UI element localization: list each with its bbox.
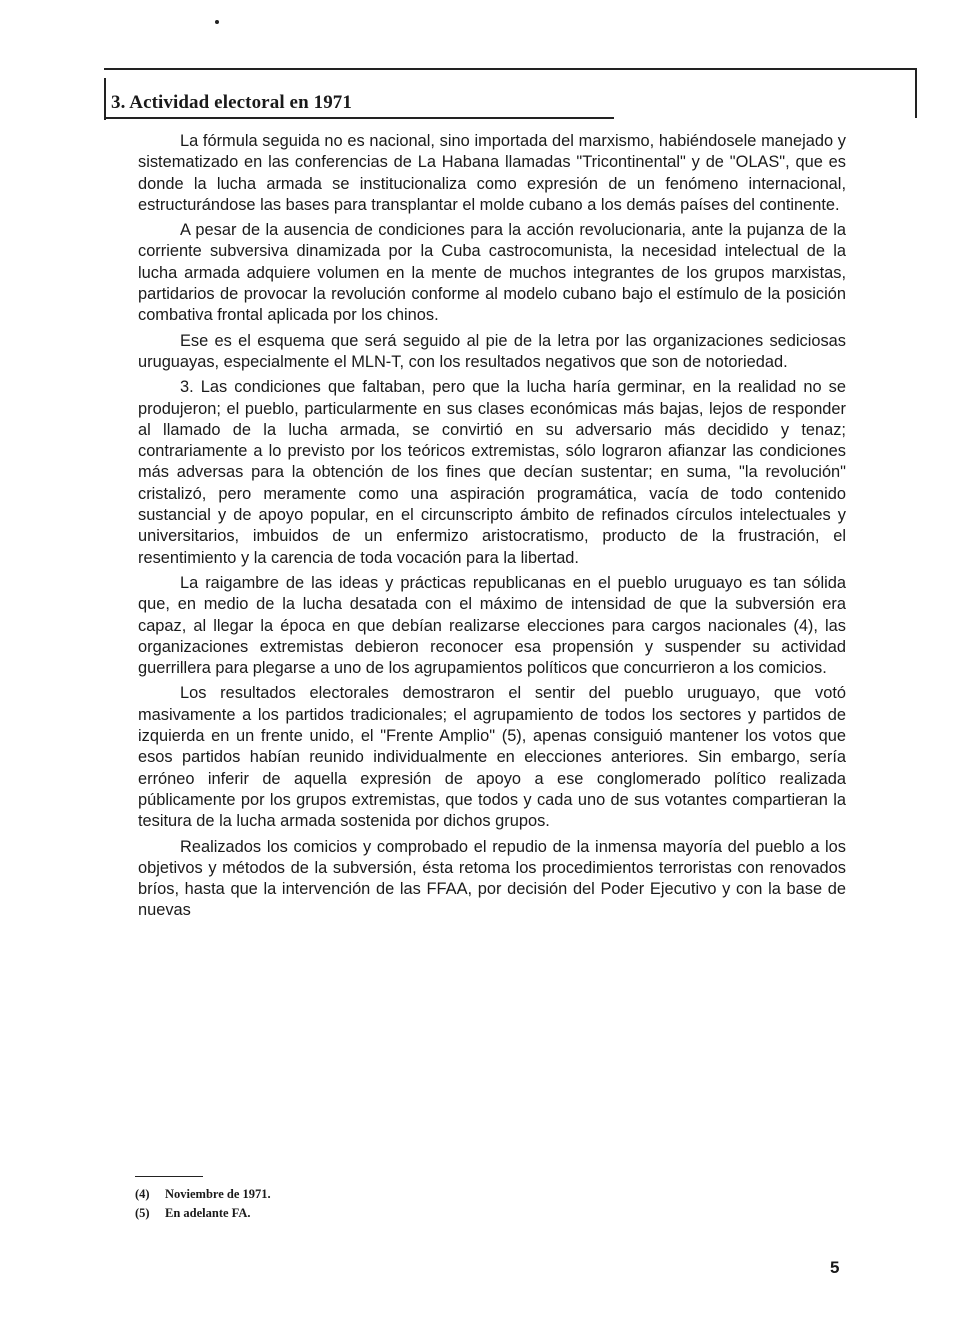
paragraph-3: Ese es el esquema que será seguido al pie de la letra por las organizaciones sediciosas uruguayas, especialmente el MLN-T, con los resultados negativos que son de notoriedad.	[138, 331, 846, 371]
page-number: 5	[830, 1258, 840, 1277]
footnote-4	[135, 1185, 271, 1204]
paragraph-7: Realizados los comicios y comprobado el repudio de la inmensa mayoría del pueblo a los objetivos y métodos de la subversión, ésta retoma los procedimientos terroristas con renovados bríos, hasta que la intervención de las FFAA, por decisión del Poder Ejecutivo y con la base de nuevas	[138, 837, 846, 920]
footnote-4-text: Noviembre de 1971.	[165, 1187, 271, 1201]
section-title: 3. Actividad electoral en 1971	[111, 92, 352, 113]
footnote-5-text: En adelante FA.	[165, 1206, 251, 1220]
paragraph-4: 3. Las condiciones que faltaban, pero que la lucha haría germinar, en la realidad no se produjeron; el pueblo, particularmente en sus clases económicas más bajas, lejos de responder al llamado de la lucha armada, se convirtió en su adversario más decidido y tenaz; contrariamente a lo previsto por los teóricos extremistas, sólo lograron afianzar las condiciones más adversas para la obtención de los fines que decían sustentar; en suma, "la revolución" cristalizó, pero meramente como una aspiración programática, vacía de todo contenido sustancial y de apoyo popular, en el circunscripto ámbito de refinados círculos intelectuales y universitarios, imbuidos de un enfermizo aristocratismo, producto de la frustración, el resentimiento y la carencia de toda vocación para la libertad.	[138, 378, 846, 567]
footnote-4-mark: (4)	[135, 1187, 150, 1201]
footnotes	[135, 1185, 271, 1223]
paragraph-5: La raigambre de las ideas y prácticas republicanas en el pueblo uruguayo es tan sólida que, en medio de la lucha desatada con el máximo de intensidad de que la subversión era capaz, al llegar la época en que debían realizarse elecciones para cargos nacionales (4), las organizaciones extremistas debieron reconocer esa propensión y suspender su actividad guerrillera para plegarse a uno de los agrupamientos políticos que concurrieron a los comicios.	[138, 573, 846, 678]
footnote-5	[135, 1204, 271, 1223]
paragraph-1: La fórmula seguida no es nacional, sino importada del marxismo, habiéndosele manejado y sistematizado en las conferencias de La Habana llamadas "Tricontinental" y de "OLAS", que es donde la lucha armada se institucionaliza como expresión de un fenómeno internacional, estructurándose las bases para transplantar el molde cubano a los demás países del continente.	[138, 132, 846, 214]
paragraph-6: Los resultados electorales demostraron el sentir del pueblo uruguayo, que votó masivamente a los partidos tradicionales; el agrupamiento de todos los sectores y partidos de izquierda en un frente unido, el "Frente Amplio" (5), apenas consiguió mantener los votos que esos partidos habían reunido individualmente en elecciones anteriores. Sin embargo, sería erróneo inferir de aquella expresión de apoyo a ese conglomerado político realizada públicamente por los grupos extremistas, que todos y cada uno de sus votantes compartieran la tesitura de la lucha armada sostenida por dichos grupos.	[138, 684, 846, 831]
section-header-left-rule	[104, 78, 106, 120]
section-header-bottom-rule	[104, 117, 614, 119]
paragraph-2: A pesar de la ausencia de condiciones para la acción revolucionaria, ante la pujanza de la corriente subversiva dinamizada por la Cuba castrocomunista, la necesidad intelectual de la lucha armada adquiere volumen en la mente de muchos integrantes de los grupos marxistas, partidarios de provocar la revolución conforme al modelo cubano bajo el estímulo de la posición combativa frontal aplicada por los chinos.	[138, 221, 846, 325]
body-text	[138, 131, 846, 926]
footnote-separator	[135, 1176, 203, 1177]
scan-speck	[215, 20, 219, 24]
footnote-5-mark: (5)	[135, 1206, 150, 1220]
